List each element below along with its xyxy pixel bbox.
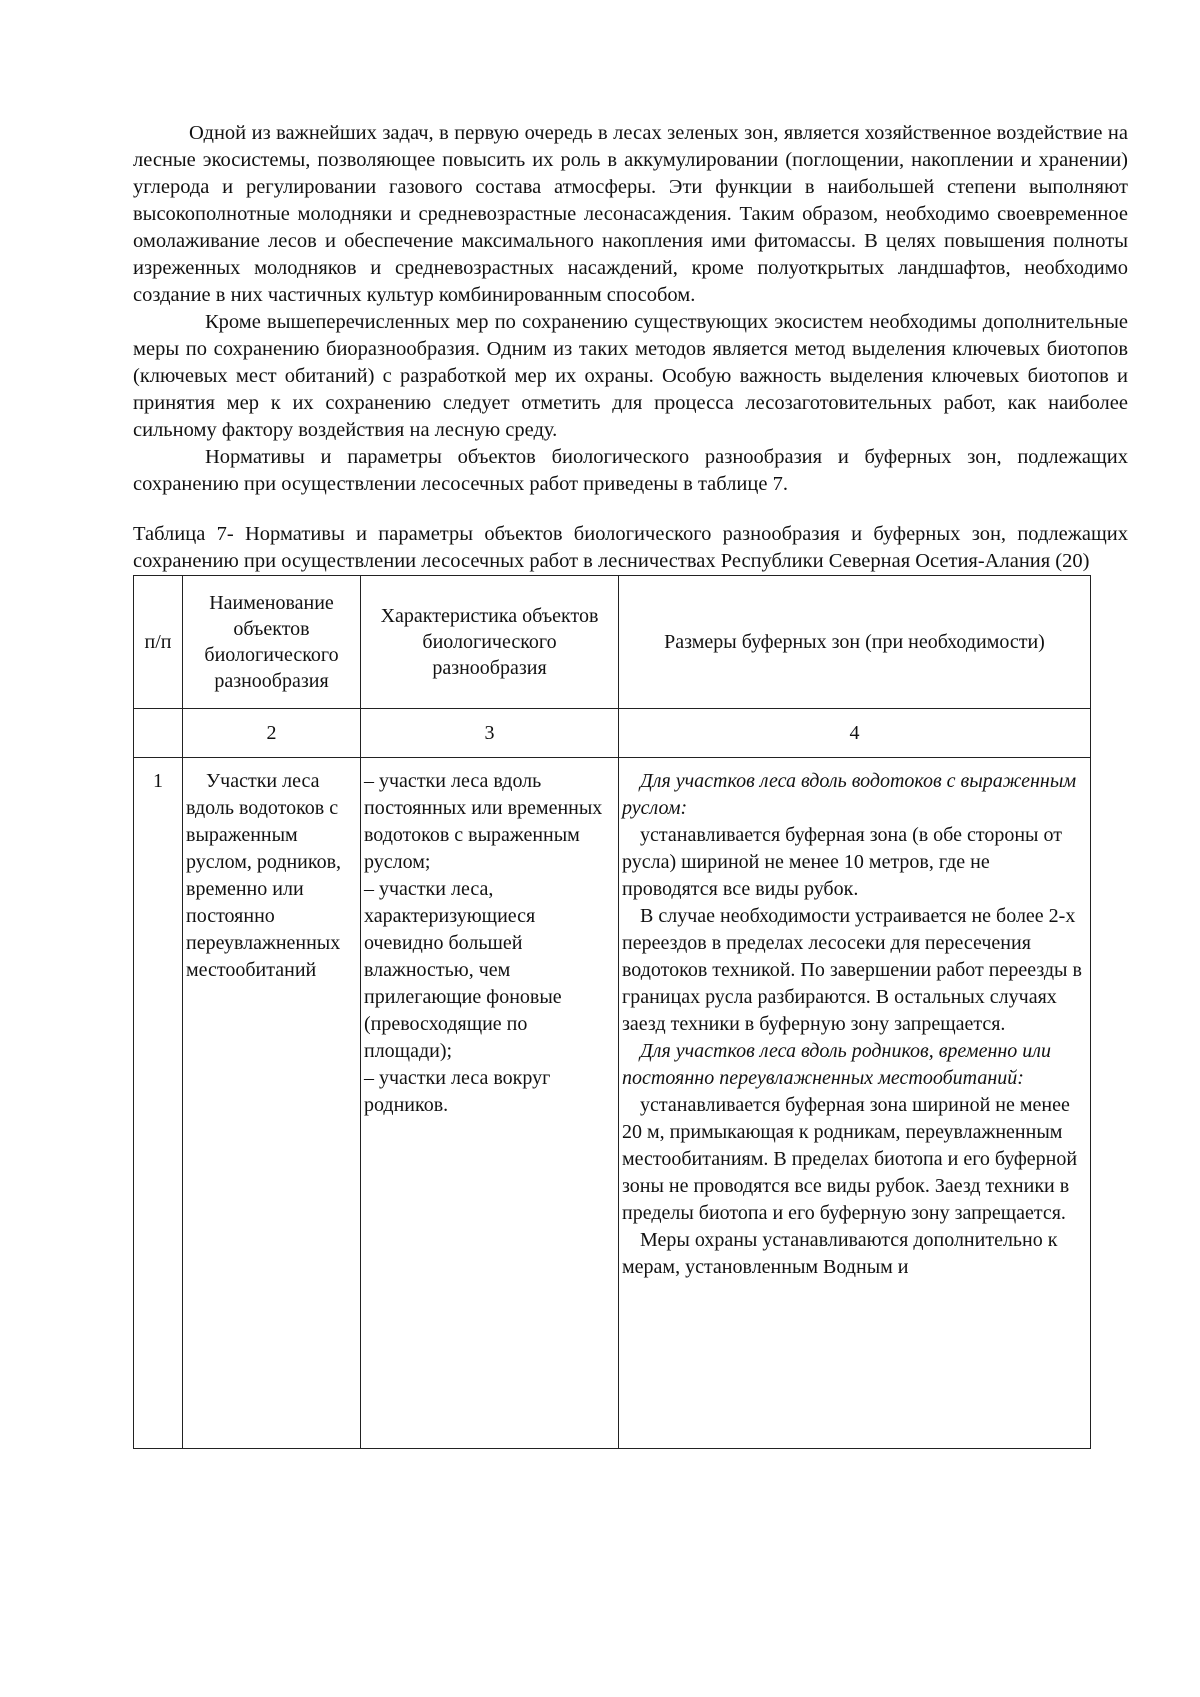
characteristic-item: – участки леса, характеризующиеся очевидно большей влажностью, чем прилегающие фоновые (превосходящие по площади);	[364, 878, 562, 1062]
header-number: п/п	[134, 576, 183, 709]
row-object-name: Участки леса вдоль водотоков с выраженным руслом, родников, временно или постоянно переувлажненных местообитаний	[183, 758, 361, 1449]
header-object-name: Наименование объектов биологического разнообразия	[183, 576, 361, 709]
paragraph-2: Кроме вышеперечисленных мер по сохранению существующих экосистем необходимы дополнительные меры по сохранению биоразнообразия. Одним из таких методов является метод выделения ключевых биотопов (ключевых мест обитаний) с разработкой мер их охраны. Особую важность выделения ключевых биотопов и принятия мер к их сохранению следует отметить для процесса лесозаготовительных работ, как наиболее сильному фактору воздействия на лесную среду.	[133, 311, 1128, 441]
buffer-subheading: Для участков леса вдоль водотоков с выраженным руслом:	[622, 770, 1077, 819]
column-number-1	[134, 709, 183, 758]
column-number-3: 3	[361, 709, 619, 758]
column-number-2: 2	[183, 709, 361, 758]
row-number: 1	[134, 758, 183, 1449]
paragraph-3: Нормативы и параметры объектов биологического разнообразия и буферных зон, подлежащих сохранению при осуществлении лесосечных работ приведены в таблице 7.	[133, 446, 1128, 495]
buffer-paragraph: В случае необходимости устраивается не более 2-х переездов в пределах лесосеки для пересечения водотоков техникой. По завершении работ переезды в границах русла разбираются. В остальных случаях заезд техники в буферную зону запрещается.	[622, 905, 1082, 1035]
buffer-subheading: Для участков леса вдоль родников, временно или постоянно переувлажненных местообитаний:	[622, 1040, 1052, 1089]
buffer-paragraph: Меры охраны устанавливаются дополнительно к мерам, установленным Водным и	[622, 1229, 1058, 1278]
paragraph-1: Одной из важнейших задач, в первую очередь в лесах зеленых зон, является хозяйственное воздействие на лесные экосистемы, позволяющее повысить их роль в аккумулировании (поглощении, накоплении и хранении) углерода и регулировании газового состава атмосферы. Эти функции в наибольшей степени выполняют высокополнотные молодняки и средневозрастные лесонасаждения. Таким образом, необходимо своевременное омолаживание лесов и обеспечение максимального накопления ими фитомассы. В целях повышения полноты изреженных молодняков и средневозрастных насаждений, кроме полуоткрытых ландшафтов, необходимо создание в них частичных культур комбинированным способом.	[133, 122, 1128, 306]
characteristic-item: – участки леса вдоль постоянных или временных водотоков с выраженным руслом;	[364, 770, 603, 873]
column-number-4: 4	[619, 709, 1091, 758]
buffer-paragraph: устанавливается буферная зона (в обе стороны от русла) шириной не менее 10 метров, где не проводятся все виды рубок.	[622, 824, 1062, 900]
characteristic-item: – участки леса вокруг родников.	[364, 1067, 551, 1116]
row-characteristic	[361, 758, 619, 1449]
table-header-row	[134, 576, 1091, 709]
buffer-paragraph: устанавливается буферная зона шириной не менее 20 м, примыкающая к родникам, переувлажненным местообитаниям. В пределах биотопа и его буферной зоны не проводятся все виды рубок. Заезд техники в пределы биотопа и его буферную зону запрещается.	[622, 1094, 1078, 1224]
table-caption: Таблица 7- Нормативы и параметры объектов биологического разнообразия и буферных зон, подлежащих сохранению при осуществлении лесосечных работ в лесничествах Республики Северная Осетия-Алания (20)	[133, 523, 1128, 572]
table-row	[134, 758, 1091, 1449]
header-buffer-size: Размеры буферных зон (при необходимости)	[619, 576, 1091, 709]
header-characteristic: Характеристика объектов биологического разнообразия	[361, 576, 619, 709]
biodiversity-table	[133, 575, 1091, 1449]
document-page	[133, 120, 1128, 1449]
row-buffer-zone	[619, 758, 1091, 1449]
table-column-numbers-row	[134, 709, 1091, 758]
